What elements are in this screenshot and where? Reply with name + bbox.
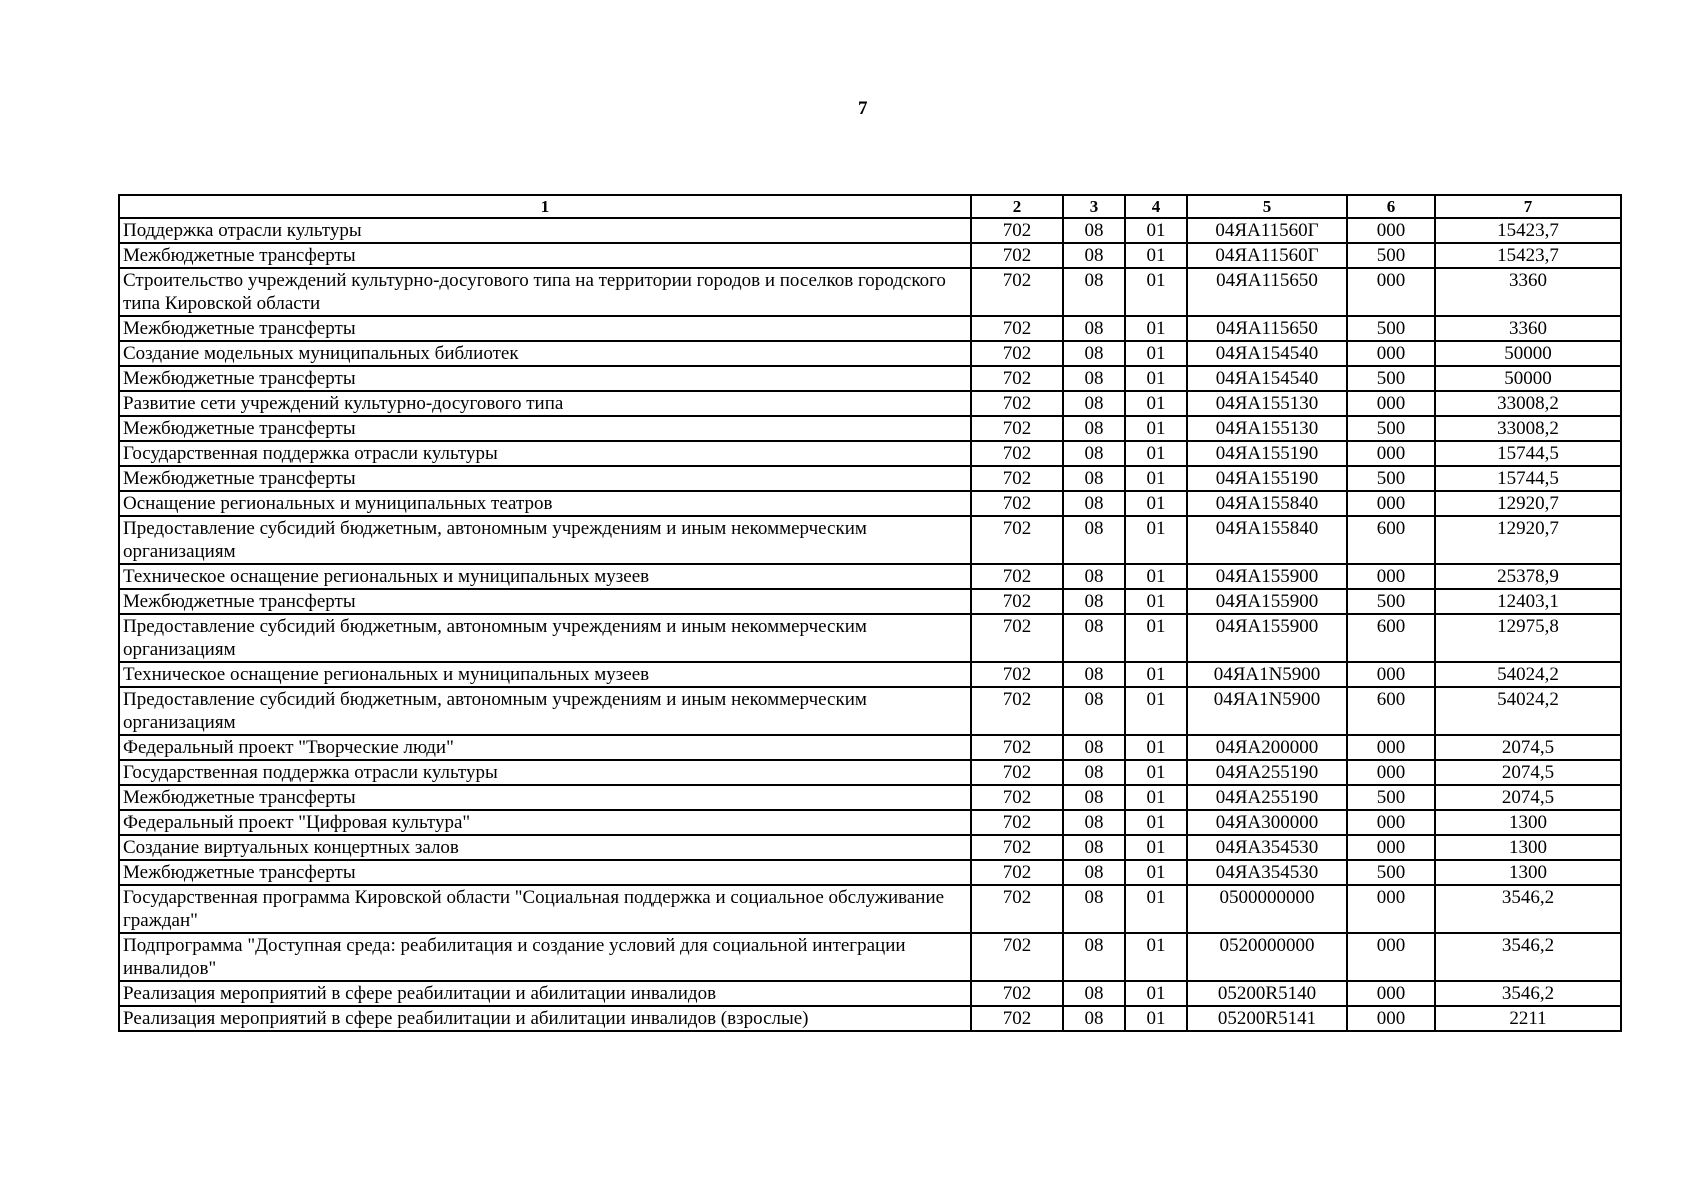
cell-code-2: 702 xyxy=(971,1006,1063,1031)
cell-code-4: 01 xyxy=(1125,785,1187,810)
cell-code-3: 08 xyxy=(1063,1006,1125,1031)
cell-amount: 15744,5 xyxy=(1435,466,1621,491)
cell-code-2: 702 xyxy=(971,316,1063,341)
row-description: Межбюджетные трансферты xyxy=(119,316,971,341)
cell-code-5: 04ЯА155900 xyxy=(1187,564,1347,589)
cell-code-6: 500 xyxy=(1347,785,1435,810)
cell-code-6: 500 xyxy=(1347,316,1435,341)
cell-code-6: 000 xyxy=(1347,662,1435,687)
table-row xyxy=(119,268,1621,316)
cell-code-5: 04ЯА255190 xyxy=(1187,760,1347,785)
cell-code-6: 000 xyxy=(1347,391,1435,416)
cell-code-4: 01 xyxy=(1125,516,1187,564)
cell-code-5: 05200R5140 xyxy=(1187,981,1347,1006)
table-row xyxy=(119,1006,1621,1031)
row-description: Государственная поддержка отрасли культуры xyxy=(119,441,971,466)
cell-code-2: 702 xyxy=(971,441,1063,466)
cell-code-2: 702 xyxy=(971,218,1063,243)
table-row xyxy=(119,687,1621,735)
cell-code-4: 01 xyxy=(1125,491,1187,516)
table-row xyxy=(119,785,1621,810)
table-row xyxy=(119,391,1621,416)
cell-code-4: 01 xyxy=(1125,564,1187,589)
cell-code-4: 01 xyxy=(1125,933,1187,981)
cell-code-2: 702 xyxy=(971,933,1063,981)
cell-code-4: 01 xyxy=(1125,243,1187,268)
row-description: Предоставление субсидий бюджетным, автономным учреждениям и иным некоммерческим организациям xyxy=(119,516,971,564)
cell-amount: 12920,7 xyxy=(1435,491,1621,516)
cell-code-6: 000 xyxy=(1347,491,1435,516)
cell-amount: 3360 xyxy=(1435,268,1621,316)
cell-code-3: 08 xyxy=(1063,662,1125,687)
cell-code-3: 08 xyxy=(1063,516,1125,564)
cell-code-4: 01 xyxy=(1125,268,1187,316)
cell-amount: 33008,2 xyxy=(1435,391,1621,416)
cell-code-2: 702 xyxy=(971,268,1063,316)
row-description: Федеральный проект "Творческие люди" xyxy=(119,735,971,760)
cell-code-4: 01 xyxy=(1125,810,1187,835)
table-row xyxy=(119,416,1621,441)
table-row xyxy=(119,735,1621,760)
cell-code-2: 702 xyxy=(971,981,1063,1006)
cell-code-2: 702 xyxy=(971,735,1063,760)
cell-amount: 50000 xyxy=(1435,341,1621,366)
cell-code-4: 01 xyxy=(1125,735,1187,760)
cell-code-6: 000 xyxy=(1347,885,1435,933)
cell-code-2: 702 xyxy=(971,687,1063,735)
cell-code-2: 702 xyxy=(971,466,1063,491)
row-description: Федеральный проект "Цифровая культура" xyxy=(119,810,971,835)
row-description: Техническое оснащение региональных и муниципальных музеев xyxy=(119,564,971,589)
cell-code-5: 0520000000 xyxy=(1187,933,1347,981)
cell-code-3: 08 xyxy=(1063,760,1125,785)
cell-code-5: 04ЯА155900 xyxy=(1187,589,1347,614)
cell-amount: 2074,5 xyxy=(1435,735,1621,760)
table-row xyxy=(119,316,1621,341)
row-description: Реализация мероприятий в сфере реабилитации и абилитации инвалидов (взрослые) xyxy=(119,1006,971,1031)
table-row xyxy=(119,564,1621,589)
cell-code-6: 600 xyxy=(1347,687,1435,735)
cell-code-2: 702 xyxy=(971,835,1063,860)
cell-code-4: 01 xyxy=(1125,218,1187,243)
cell-code-4: 01 xyxy=(1125,589,1187,614)
cell-code-3: 08 xyxy=(1063,391,1125,416)
table-row xyxy=(119,662,1621,687)
row-description: Развитие сети учреждений культурно-досугового типа xyxy=(119,391,971,416)
cell-code-4: 01 xyxy=(1125,1006,1187,1031)
cell-code-5: 04ЯА155190 xyxy=(1187,466,1347,491)
column-header: 3 xyxy=(1063,195,1125,218)
cell-code-5: 04ЯА200000 xyxy=(1187,735,1347,760)
table-row xyxy=(119,614,1621,662)
cell-code-5: 04ЯА155840 xyxy=(1187,491,1347,516)
cell-code-5: 04ЯА354530 xyxy=(1187,835,1347,860)
cell-code-3: 08 xyxy=(1063,860,1125,885)
cell-code-3: 08 xyxy=(1063,316,1125,341)
cell-code-5: 04ЯА154540 xyxy=(1187,366,1347,391)
header-row xyxy=(119,195,1621,218)
cell-code-6: 000 xyxy=(1347,810,1435,835)
cell-code-4: 01 xyxy=(1125,614,1187,662)
row-description: Создание виртуальных концертных залов xyxy=(119,835,971,860)
cell-code-6: 000 xyxy=(1347,735,1435,760)
cell-code-5: 04ЯА11560Г xyxy=(1187,243,1347,268)
table-row xyxy=(119,860,1621,885)
cell-code-3: 08 xyxy=(1063,735,1125,760)
cell-code-6: 000 xyxy=(1347,268,1435,316)
cell-code-3: 08 xyxy=(1063,341,1125,366)
cell-amount: 3546,2 xyxy=(1435,933,1621,981)
row-description: Подпрограмма "Доступная среда: реабилитация и создание условий для социальной интеграции инвалидов" xyxy=(119,933,971,981)
budget-table xyxy=(118,194,1622,1032)
cell-code-2: 702 xyxy=(971,760,1063,785)
column-header: 7 xyxy=(1435,195,1621,218)
cell-amount: 3360 xyxy=(1435,316,1621,341)
cell-code-3: 08 xyxy=(1063,564,1125,589)
cell-amount: 12975,8 xyxy=(1435,614,1621,662)
row-description: Предоставление субсидий бюджетным, автономным учреждениям и иным некоммерческим организациям xyxy=(119,614,971,662)
row-description: Межбюджетные трансферты xyxy=(119,860,971,885)
cell-code-3: 08 xyxy=(1063,366,1125,391)
column-header: 4 xyxy=(1125,195,1187,218)
table-row xyxy=(119,835,1621,860)
cell-amount: 2211 xyxy=(1435,1006,1621,1031)
table-row xyxy=(119,466,1621,491)
cell-code-3: 08 xyxy=(1063,218,1125,243)
cell-code-6: 500 xyxy=(1347,589,1435,614)
table-row xyxy=(119,366,1621,391)
cell-code-2: 702 xyxy=(971,491,1063,516)
cell-code-6: 000 xyxy=(1347,564,1435,589)
cell-code-6: 000 xyxy=(1347,760,1435,785)
cell-code-6: 500 xyxy=(1347,416,1435,441)
cell-amount: 33008,2 xyxy=(1435,416,1621,441)
cell-code-3: 08 xyxy=(1063,243,1125,268)
cell-code-4: 01 xyxy=(1125,760,1187,785)
cell-code-5: 04ЯА11560Г xyxy=(1187,218,1347,243)
cell-code-3: 08 xyxy=(1063,687,1125,735)
table-row xyxy=(119,491,1621,516)
cell-code-4: 01 xyxy=(1125,662,1187,687)
cell-code-4: 01 xyxy=(1125,687,1187,735)
cell-code-5: 05200R5141 xyxy=(1187,1006,1347,1031)
row-description: Межбюджетные трансферты xyxy=(119,366,971,391)
table-row xyxy=(119,516,1621,564)
table-row xyxy=(119,933,1621,981)
table-row xyxy=(119,243,1621,268)
cell-code-2: 702 xyxy=(971,860,1063,885)
cell-code-4: 01 xyxy=(1125,466,1187,491)
cell-code-3: 08 xyxy=(1063,268,1125,316)
row-description: Межбюджетные трансферты xyxy=(119,416,971,441)
cell-code-4: 01 xyxy=(1125,416,1187,441)
cell-code-5: 04ЯА255190 xyxy=(1187,785,1347,810)
cell-code-5: 04ЯА300000 xyxy=(1187,810,1347,835)
table-row xyxy=(119,218,1621,243)
cell-code-6: 500 xyxy=(1347,860,1435,885)
cell-code-6: 000 xyxy=(1347,835,1435,860)
cell-amount: 54024,2 xyxy=(1435,662,1621,687)
cell-code-6: 600 xyxy=(1347,614,1435,662)
table-row xyxy=(119,441,1621,466)
row-description: Реализация мероприятий в сфере реабилитации и абилитации инвалидов xyxy=(119,981,971,1006)
cell-amount: 1300 xyxy=(1435,810,1621,835)
cell-amount: 1300 xyxy=(1435,835,1621,860)
row-description: Межбюджетные трансферты xyxy=(119,466,971,491)
cell-code-5: 04ЯА1N5900 xyxy=(1187,687,1347,735)
cell-amount: 2074,5 xyxy=(1435,785,1621,810)
cell-code-6: 000 xyxy=(1347,981,1435,1006)
cell-code-2: 702 xyxy=(971,810,1063,835)
column-header: 1 xyxy=(119,195,971,218)
row-description: Создание модельных муниципальных библиотек xyxy=(119,341,971,366)
cell-amount: 12403,1 xyxy=(1435,589,1621,614)
row-description: Строительство учреждений культурно-досугового типа на территории городов и поселков городского типа Кировской области xyxy=(119,268,971,316)
cell-code-4: 01 xyxy=(1125,341,1187,366)
cell-amount: 54024,2 xyxy=(1435,687,1621,735)
cell-code-4: 01 xyxy=(1125,981,1187,1006)
cell-amount: 50000 xyxy=(1435,366,1621,391)
cell-code-4: 01 xyxy=(1125,391,1187,416)
cell-code-4: 01 xyxy=(1125,366,1187,391)
column-header: 2 xyxy=(971,195,1063,218)
table-body xyxy=(119,218,1621,1031)
row-description: Техническое оснащение региональных и муниципальных музеев xyxy=(119,662,971,687)
cell-code-5: 04ЯА155840 xyxy=(1187,516,1347,564)
row-description: Межбюджетные трансферты xyxy=(119,785,971,810)
cell-code-3: 08 xyxy=(1063,810,1125,835)
cell-code-6: 500 xyxy=(1347,466,1435,491)
cell-code-3: 08 xyxy=(1063,589,1125,614)
cell-code-6: 500 xyxy=(1347,243,1435,268)
cell-code-3: 08 xyxy=(1063,785,1125,810)
cell-amount: 2074,5 xyxy=(1435,760,1621,785)
cell-code-2: 702 xyxy=(971,564,1063,589)
cell-code-5: 04ЯА115650 xyxy=(1187,268,1347,316)
row-description: Поддержка отрасли культуры xyxy=(119,218,971,243)
row-description: Предоставление субсидий бюджетным, автономным учреждениям и иным некоммерческим организациям xyxy=(119,687,971,735)
cell-code-6: 000 xyxy=(1347,218,1435,243)
table-row xyxy=(119,885,1621,933)
cell-code-5: 04ЯА155900 xyxy=(1187,614,1347,662)
cell-amount: 15423,7 xyxy=(1435,243,1621,268)
cell-code-2: 702 xyxy=(971,589,1063,614)
cell-code-2: 702 xyxy=(971,785,1063,810)
cell-code-4: 01 xyxy=(1125,316,1187,341)
cell-code-6: 500 xyxy=(1347,366,1435,391)
cell-code-4: 01 xyxy=(1125,885,1187,933)
cell-amount: 15744,5 xyxy=(1435,441,1621,466)
cell-code-2: 702 xyxy=(971,341,1063,366)
cell-amount: 25378,9 xyxy=(1435,564,1621,589)
row-description: Государственная программа Кировской области "Социальная поддержка и социальное обслуживание граждан" xyxy=(119,885,971,933)
cell-code-5: 04ЯА1N5900 xyxy=(1187,662,1347,687)
cell-code-3: 08 xyxy=(1063,835,1125,860)
table-row xyxy=(119,810,1621,835)
cell-code-4: 01 xyxy=(1125,441,1187,466)
cell-code-3: 08 xyxy=(1063,416,1125,441)
row-description: Государственная поддержка отрасли культуры xyxy=(119,760,971,785)
cell-code-6: 600 xyxy=(1347,516,1435,564)
cell-code-5: 04ЯА155130 xyxy=(1187,416,1347,441)
cell-code-6: 000 xyxy=(1347,441,1435,466)
cell-code-2: 702 xyxy=(971,391,1063,416)
cell-code-4: 01 xyxy=(1125,860,1187,885)
cell-code-3: 08 xyxy=(1063,614,1125,662)
column-header: 5 xyxy=(1187,195,1347,218)
cell-code-2: 702 xyxy=(971,416,1063,441)
cell-code-6: 000 xyxy=(1347,933,1435,981)
cell-amount: 3546,2 xyxy=(1435,885,1621,933)
row-description: Оснащение региональных и муниципальных театров xyxy=(119,491,971,516)
cell-code-2: 702 xyxy=(971,516,1063,564)
table-row xyxy=(119,981,1621,1006)
table-row xyxy=(119,341,1621,366)
cell-amount: 3546,2 xyxy=(1435,981,1621,1006)
cell-code-4: 01 xyxy=(1125,835,1187,860)
cell-code-2: 702 xyxy=(971,366,1063,391)
cell-code-5: 04ЯА354530 xyxy=(1187,860,1347,885)
cell-code-2: 702 xyxy=(971,614,1063,662)
cell-code-3: 08 xyxy=(1063,933,1125,981)
cell-code-2: 702 xyxy=(971,885,1063,933)
cell-code-6: 000 xyxy=(1347,341,1435,366)
cell-amount: 12920,7 xyxy=(1435,516,1621,564)
cell-code-2: 702 xyxy=(971,662,1063,687)
column-header: 6 xyxy=(1347,195,1435,218)
cell-code-5: 04ЯА155190 xyxy=(1187,441,1347,466)
page-number: 7 xyxy=(858,98,868,119)
row-description: Межбюджетные трансферты xyxy=(119,589,971,614)
cell-code-5: 04ЯА154540 xyxy=(1187,341,1347,366)
cell-amount: 1300 xyxy=(1435,860,1621,885)
cell-code-3: 08 xyxy=(1063,466,1125,491)
table-row xyxy=(119,589,1621,614)
cell-code-3: 08 xyxy=(1063,441,1125,466)
cell-code-6: 000 xyxy=(1347,1006,1435,1031)
cell-code-3: 08 xyxy=(1063,885,1125,933)
cell-code-2: 702 xyxy=(971,243,1063,268)
cell-code-5: 04ЯА115650 xyxy=(1187,316,1347,341)
cell-code-5: 0500000000 xyxy=(1187,885,1347,933)
row-description: Межбюджетные трансферты xyxy=(119,243,971,268)
cell-code-3: 08 xyxy=(1063,981,1125,1006)
cell-code-3: 08 xyxy=(1063,491,1125,516)
table-row xyxy=(119,760,1621,785)
cell-code-5: 04ЯА155130 xyxy=(1187,391,1347,416)
cell-amount: 15423,7 xyxy=(1435,218,1621,243)
